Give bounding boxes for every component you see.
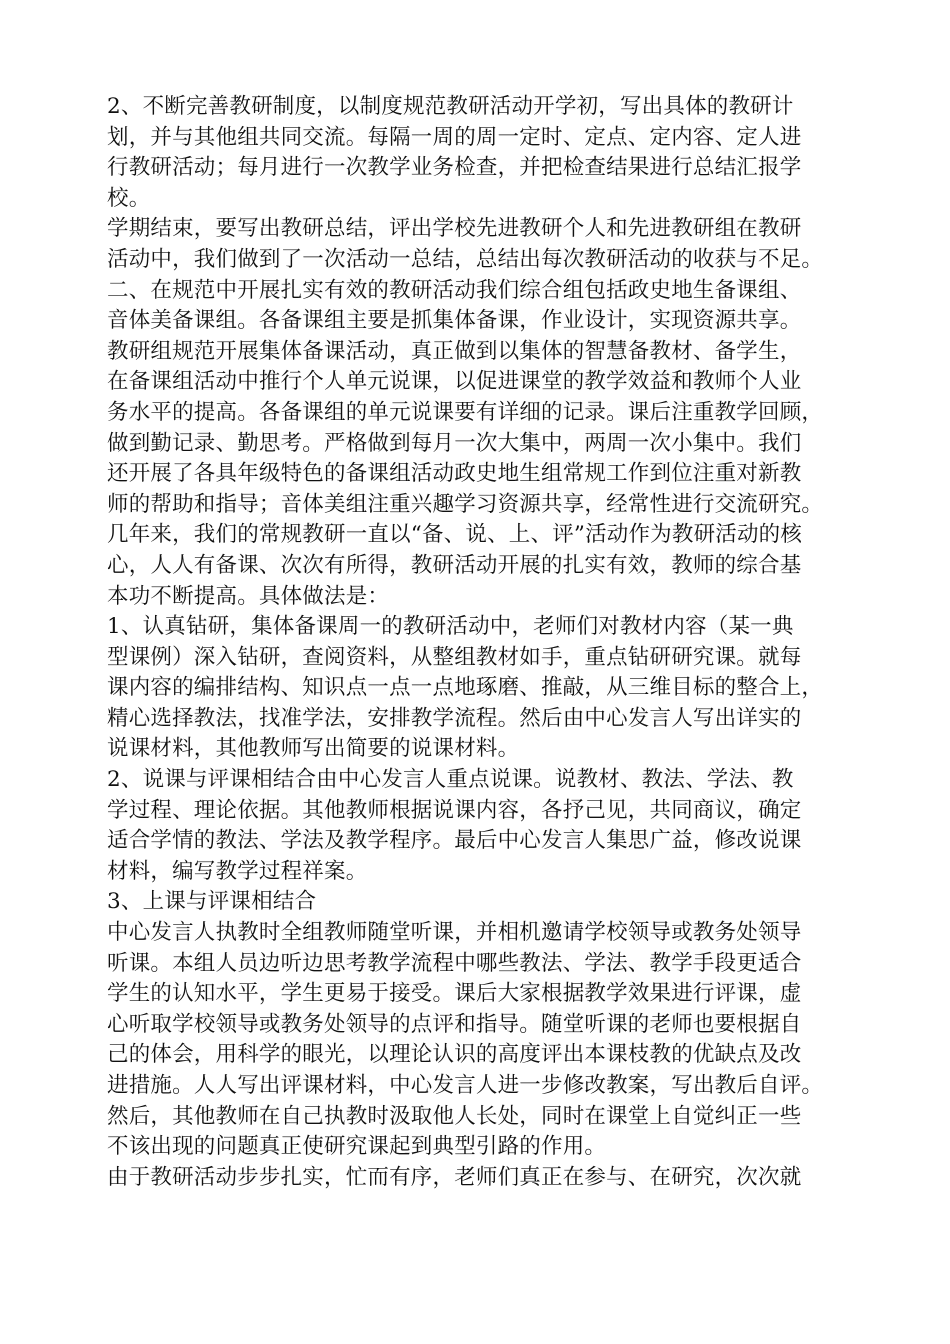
text-line: 还开展了各具年级特色的备课组活动政史地生组常规工作到位注重对新教 bbox=[107, 461, 802, 487]
text-line: 校。 bbox=[107, 185, 151, 211]
text-line: 听课。本组人员边听边思考教学流程中哪些教法、学法、教学手段更适合 bbox=[107, 950, 802, 976]
text-line: 3、上课与评课相结合 bbox=[107, 889, 317, 915]
text-line: 心听取学校领导或教务处领导的点评和指导。随堂听课的老师也要根据自 bbox=[107, 1011, 802, 1037]
text-line: 材料，编写教学过程祥案。 bbox=[107, 858, 368, 884]
text-line: 课内容的编排结构、知识点一点一点地琢磨、推敲，从三维目标的整合上， bbox=[107, 675, 824, 701]
text-line: 心，人人有备课、次次有所得，教研活动开展的扎实有效，教师的综合基 bbox=[107, 552, 802, 578]
text-line: 在备课组活动中推行个人单元说课，以促进课堂的教学效益和教师个人业 bbox=[107, 369, 802, 395]
text-line: 活动中，我们做到了一次活动一总结，总结出每次教研活动的收获与不足。 bbox=[107, 246, 824, 272]
text-line: 精心选择教法，找准学法，安排教学流程。然后由中心发言人写出详实的 bbox=[107, 705, 802, 731]
text-line: 然后，其他教师在自己执教时汲取他人长处，同时在课堂上自觉纠正一些 bbox=[107, 1103, 802, 1129]
text-line: 划，并与其他组共同交流。每隔一周的周一定时、定点、定内容、定人进 bbox=[107, 124, 802, 150]
text-line: 2、说课与评课相结合由中心发言人重点说课。说教材、教法、学法、教 bbox=[107, 767, 794, 793]
text-line: 己的体会，用科学的眼光，以理论认识的高度评出本课枝教的优缺点及改 bbox=[107, 1042, 802, 1068]
text-line: 2、不断完善教研制度，以制度规范教研活动开学初，写出具体的教研计 bbox=[107, 94, 794, 119]
text-line: 不该出现的问题真正使研究课起到典型引路的作用。 bbox=[107, 1134, 607, 1160]
text-line: 务水平的提高。各备课组的单元说课要有详细的记录。课后注重教学回顾， bbox=[107, 399, 824, 425]
text-line: 本功不断提高。具体做法是： bbox=[107, 583, 390, 609]
text-line: 1、认真钻研，集体备课周一的教研活动中，老师们对教材内容（某一典 bbox=[107, 614, 794, 640]
text-line: 型课例）深入钻研，查阅资料，从整组教材如手，重点钻研研究课。就每 bbox=[107, 644, 802, 670]
text-line: 说课材料，其他教师写出简要的说课材料。 bbox=[107, 736, 520, 762]
text-line: 几年来，我们的常规教研一直以“备、说、上、评”活动作为教研活动的核 bbox=[107, 522, 803, 548]
text-line: 师的帮助和指导；音体美组注重兴趣学习资源共享，经常性进行交流研究。 bbox=[107, 491, 824, 517]
text-line: 学生的认知水平，学生更易于接受。课后大家根据教学效果进行评课，虚 bbox=[107, 981, 802, 1007]
text-line: 教研组规范开展集体备课活动，真正做到以集体的智慧备教材、备学生， bbox=[107, 338, 802, 364]
text-line: 二、在规范中开展扎实有效的教研活动我们综合组包括政史地生备课组、 bbox=[107, 277, 802, 303]
text-line: 音体美备课组。各备课组主要是抓集体备课，作业设计，实现资源共享。 bbox=[107, 308, 802, 334]
text-line: 适合学情的教法、学法及教学程序。最后中心发言人集思广益，修改说课 bbox=[107, 828, 802, 854]
document-page bbox=[107, 92, 867, 1193]
text-line: 由于教研活动步步扎实，忙而有序，老师们真正在参与、在研究，次次就 bbox=[107, 1164, 802, 1190]
text-line: 进措施。人人写出评课材料，中心发言人进一步修改教案，写出教后自评。 bbox=[107, 1073, 824, 1098]
text-line: 学期结束，要写出教研总结，评出学校先进教研个人和先进教研组在教研 bbox=[107, 216, 802, 242]
text-line: 中心发言人执教时全组教师随堂听课，并相机邀请学校领导或教务处领导 bbox=[107, 920, 802, 946]
text-line: 学过程、理论依据。其他教师根据说课内容，各抒己见，共同商议，确定 bbox=[107, 797, 802, 823]
text-line: 行教研活动；每月进行一次教学业务检查，并把检查结果进行总结汇报学 bbox=[107, 155, 802, 181]
text-line: 做到勤记录、勤思考。严格做到每月一次大集中，两周一次小集中。我们 bbox=[107, 430, 802, 456]
